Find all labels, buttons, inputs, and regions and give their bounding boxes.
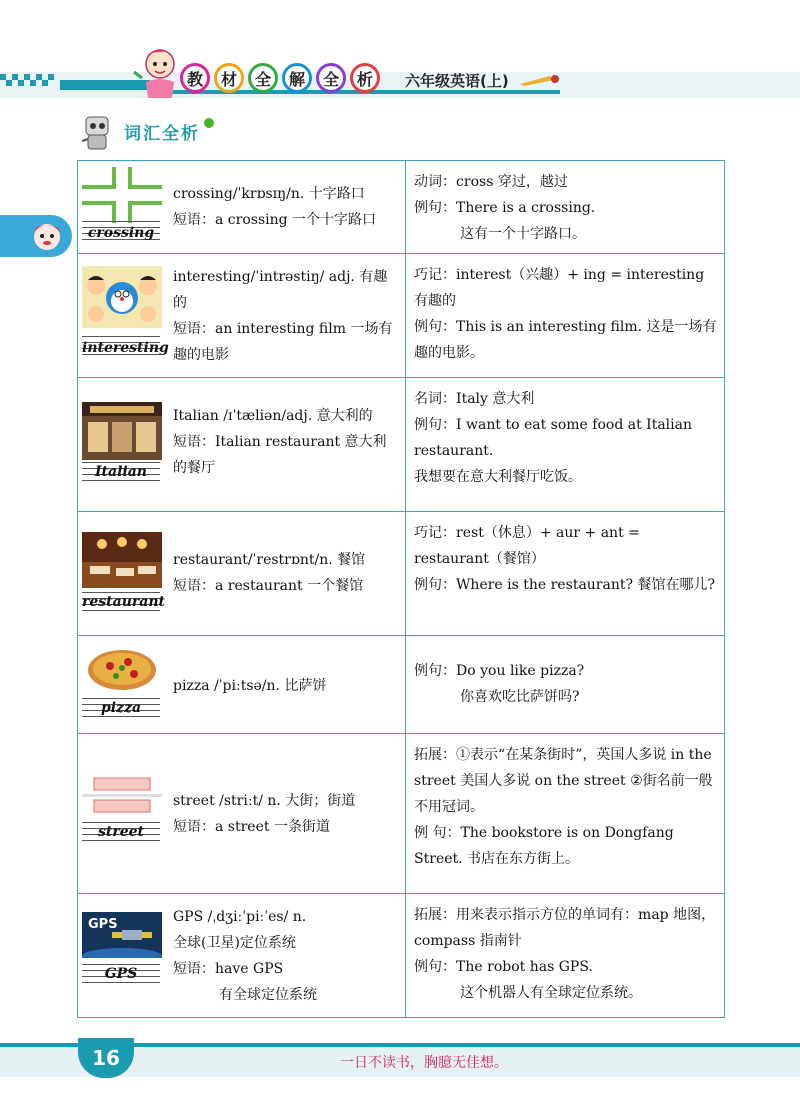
series-char: 解 xyxy=(282,63,312,93)
phrase-line: 短语：a street 一条街道 xyxy=(173,819,330,835)
vocab-word: pizza xyxy=(100,700,142,716)
word-cell xyxy=(78,161,406,254)
translation-line: 这有一个十字路口。 xyxy=(460,226,587,242)
note-line: 名词：Italy 意大利 xyxy=(414,391,535,407)
word-definition xyxy=(173,673,397,699)
example-line: 例 句：The bookstore is on Dongfang Street. 书店在东方街上。 xyxy=(414,825,674,867)
series-title xyxy=(180,63,380,93)
note-line: 拓展：①表示“在某条街时”，英国人多说 in the street 美国人多说 on the street ②街名前一般不用冠词。 xyxy=(414,747,713,815)
definition-line: 全球(卫星)定位系统 xyxy=(173,935,296,951)
series-char: 全 xyxy=(248,63,278,93)
definition-line: Italian /ɪˈtæliən/adj. 意大利的 xyxy=(173,408,373,424)
series-char: 析 xyxy=(350,63,380,93)
note-line: 动词：cross 穿过，越过 xyxy=(414,174,568,190)
vocab-word: interesting xyxy=(82,340,169,356)
vocabulary-table xyxy=(77,160,725,1018)
phrase-line: 短语：a restaurant 一个餐馆 xyxy=(173,578,364,594)
page-number: 16 xyxy=(78,1038,134,1078)
word-definition xyxy=(173,904,397,1008)
italian-restaurant-image xyxy=(82,402,162,460)
green-dot-decoration xyxy=(204,118,214,128)
svg-text:GPS: GPS xyxy=(88,917,118,932)
street-image xyxy=(82,776,162,816)
page-header xyxy=(0,0,800,110)
vocab-word: restaurant xyxy=(82,594,165,610)
example-line: 例句：Do you like pizza? xyxy=(414,663,585,679)
note-cell xyxy=(406,378,725,512)
pencil-icon xyxy=(520,74,560,86)
note-cell xyxy=(406,512,725,636)
phrase-line: 短语：Italian restaurant 意大利的餐厅 xyxy=(173,434,387,476)
note-cell xyxy=(406,161,725,254)
translation-line: 你喜欢吃比萨饼吗? xyxy=(460,689,580,705)
word-definition xyxy=(173,403,397,481)
phrase-line: 短语：a crossing 一个十字路口 xyxy=(173,212,377,228)
vocab-word: Italian xyxy=(95,464,147,480)
section-heading xyxy=(78,112,214,150)
definition-line: crossing/ˈkrɒsɪŋ/n. 十字路口 xyxy=(173,186,365,202)
word-definition xyxy=(173,788,397,840)
vocab-row xyxy=(78,894,725,1018)
definition-line: GPS /ˌdʒiːˈpiːˈes/ n. xyxy=(173,909,307,925)
phrase-translation: 有全球定位系统 xyxy=(219,987,317,1003)
series-char: 全 xyxy=(316,63,346,93)
note-line: 拓展：用来表示指示方位的单词有：map 地图，compass 指南针 xyxy=(414,907,716,949)
definition-line: restaurant/ˈrestrɒnt/n. 餐馆 xyxy=(173,552,366,568)
footer-motto: 一日不读书，胸臆无佳想。 xyxy=(340,1055,508,1071)
example-line: 例句：I want to eat some food at Italian restaurant. xyxy=(414,417,692,459)
series-char: 教 xyxy=(180,63,210,93)
phrase-line: 短语：have GPS xyxy=(173,961,284,977)
note-cell xyxy=(406,636,725,734)
vocab-row xyxy=(78,254,725,378)
cartoon-face-icon xyxy=(30,220,64,252)
vocab-row xyxy=(78,636,725,734)
word-definition xyxy=(173,547,397,599)
note-cell xyxy=(406,734,725,894)
word-cell xyxy=(78,512,406,636)
word-cell xyxy=(78,254,406,378)
pizza-image xyxy=(82,644,162,694)
grade-label: 六年级英语(上) xyxy=(405,72,509,90)
word-cell xyxy=(78,894,406,1018)
translation-line: 这个机器人有全球定位系统。 xyxy=(460,985,643,1001)
restaurant-image xyxy=(82,532,162,588)
mascot-girl-icon xyxy=(128,42,188,102)
word-definition xyxy=(173,181,397,233)
example-line: 例句：There is a crossing. xyxy=(414,200,596,216)
vocab-row xyxy=(78,512,725,636)
word-cell xyxy=(78,378,406,512)
note-line: 巧记：rest（休息）+ aur + ant = restaurant（餐馆） xyxy=(414,525,640,567)
word-cell xyxy=(78,734,406,894)
definition-line: pizza /ˈpiːtsə/n. 比萨饼 xyxy=(173,678,327,694)
example-line: 例句：The robot has GPS. xyxy=(414,959,593,975)
vocab-row xyxy=(78,734,725,894)
vocab-word: street xyxy=(97,824,144,840)
word-definition xyxy=(173,264,397,368)
vocab-row xyxy=(78,378,725,512)
side-tab xyxy=(0,215,72,257)
gps-satellite-image xyxy=(82,912,162,958)
series-char: 材 xyxy=(214,63,244,93)
vocab-row xyxy=(78,161,725,254)
section-title: 词汇全析 xyxy=(124,123,200,144)
robot-mascot-icon xyxy=(78,111,118,151)
example-line: 例句：Where is the restaurant? 餐馆在哪儿? xyxy=(414,577,715,593)
phrase-line: 短语：an interesting film 一场有趣的电影 xyxy=(173,321,393,363)
translation-line: 我想要在意大利餐厅吃饭。 xyxy=(414,469,583,485)
note-line: 巧记：interest（兴趣）+ ing = interesting 有趣的 xyxy=(414,267,705,309)
definition-line: street /striːt/ n. 大街；街道 xyxy=(173,793,356,809)
note-cell xyxy=(406,894,725,1018)
word-cell xyxy=(78,636,406,734)
example-line: 例句：This is an interesting film. 这是一场有趣的电影。 xyxy=(414,319,717,361)
cartoon-characters-image xyxy=(82,266,162,328)
definition-line: interesting/ˈintrəstiŋ/ adj. 有趣的 xyxy=(173,269,388,311)
vocab-word: crossing xyxy=(87,225,155,241)
note-cell xyxy=(406,254,725,378)
vocab-word: GPS xyxy=(104,966,138,982)
crossroads-image xyxy=(82,167,162,223)
